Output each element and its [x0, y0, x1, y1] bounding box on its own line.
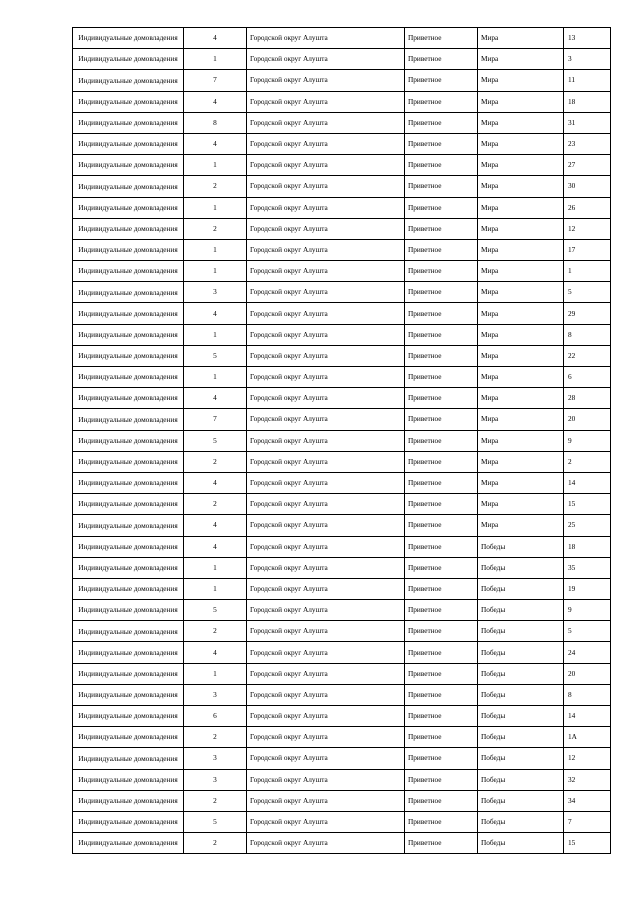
cell-house-number: 9	[564, 430, 611, 451]
cell-settlement: Приветное	[405, 600, 478, 621]
cell-settlement: Приветное	[405, 451, 478, 472]
cell-house-number: 22	[564, 345, 611, 366]
cell-count: 1	[184, 155, 247, 176]
cell-house-number: 19	[564, 578, 611, 599]
cell-count: 2	[184, 621, 247, 642]
table-row	[73, 133, 611, 154]
cell-count: 1	[184, 663, 247, 684]
cell-settlement: Приветное	[405, 345, 478, 366]
cell-count: 1	[184, 49, 247, 70]
cell-settlement: Приветное	[405, 494, 478, 515]
cell-settlement: Приветное	[405, 388, 478, 409]
cell-count: 8	[184, 112, 247, 133]
cell-count: 3	[184, 684, 247, 705]
cell-building-type: Индивидуальные домовладения	[73, 261, 184, 282]
cell-street: Мира	[478, 451, 564, 472]
cell-house-number: 29	[564, 303, 611, 324]
table-row	[73, 345, 611, 366]
cell-house-number: 15	[564, 833, 611, 854]
table-row	[73, 536, 611, 557]
cell-street: Мира	[478, 70, 564, 91]
cell-settlement: Приветное	[405, 769, 478, 790]
cell-street: Мира	[478, 515, 564, 536]
cell-street: Мира	[478, 261, 564, 282]
table-row	[73, 811, 611, 832]
table-row	[73, 282, 611, 303]
cell-building-type: Индивидуальные домовладения	[73, 748, 184, 769]
table-row	[73, 790, 611, 811]
cell-building-type: Индивидуальные домовладения	[73, 91, 184, 112]
cell-street: Мира	[478, 430, 564, 451]
cell-building-type: Индивидуальные домовладения	[73, 706, 184, 727]
cell-settlement: Приветное	[405, 642, 478, 663]
cell-street: Мира	[478, 155, 564, 176]
cell-district: Городской округ Алушта	[247, 811, 405, 832]
table-row	[73, 324, 611, 345]
cell-count: 3	[184, 748, 247, 769]
table-row	[73, 578, 611, 599]
cell-count: 2	[184, 218, 247, 239]
cell-street: Мира	[478, 494, 564, 515]
cell-count: 7	[184, 409, 247, 430]
cell-settlement: Приветное	[405, 197, 478, 218]
cell-house-number: 35	[564, 557, 611, 578]
cell-settlement: Приветное	[405, 663, 478, 684]
cell-settlement: Приветное	[405, 367, 478, 388]
cell-street: Мира	[478, 91, 564, 112]
cell-building-type: Индивидуальные домовладения	[73, 70, 184, 91]
cell-district: Городской округ Алушта	[247, 748, 405, 769]
cell-count: 1	[184, 324, 247, 345]
cell-count: 2	[184, 494, 247, 515]
cell-district: Городской округ Алушта	[247, 515, 405, 536]
cell-house-number: 6	[564, 367, 611, 388]
cell-building-type: Индивидуальные домовладения	[73, 472, 184, 493]
cell-count: 4	[184, 303, 247, 324]
table-row	[73, 663, 611, 684]
cell-district: Городской округ Алушта	[247, 367, 405, 388]
cell-settlement: Приветное	[405, 133, 478, 154]
cell-street: Мира	[478, 409, 564, 430]
cell-building-type: Индивидуальные домовладения	[73, 600, 184, 621]
cell-house-number: 3	[564, 49, 611, 70]
cell-district: Городской округ Алушта	[247, 133, 405, 154]
cell-settlement: Приветное	[405, 727, 478, 748]
cell-district: Городской округ Алушта	[247, 790, 405, 811]
cell-street: Мира	[478, 367, 564, 388]
cell-district: Городской округ Алушта	[247, 494, 405, 515]
cell-count: 4	[184, 388, 247, 409]
cell-house-number: 32	[564, 769, 611, 790]
cell-district: Городской округ Алушта	[247, 303, 405, 324]
cell-count: 7	[184, 70, 247, 91]
cell-building-type: Индивидуальные домовладения	[73, 324, 184, 345]
cell-count: 4	[184, 642, 247, 663]
cell-district: Городской округ Алушта	[247, 430, 405, 451]
cell-settlement: Приветное	[405, 218, 478, 239]
cell-building-type: Индивидуальные домовладения	[73, 197, 184, 218]
cell-house-number: 8	[564, 684, 611, 705]
cell-building-type: Индивидуальные домовладения	[73, 578, 184, 599]
cell-district: Городской округ Алушта	[247, 112, 405, 133]
cell-house-number: 8	[564, 324, 611, 345]
cell-building-type: Индивидуальные домовладения	[73, 49, 184, 70]
cell-building-type: Индивидуальные домовладения	[73, 430, 184, 451]
cell-settlement: Приветное	[405, 261, 478, 282]
cell-building-type: Индивидуальные домовладения	[73, 790, 184, 811]
cell-district: Городской округ Алушта	[247, 91, 405, 112]
cell-street: Победы	[478, 769, 564, 790]
cell-count: 4	[184, 91, 247, 112]
cell-house-number: 11	[564, 70, 611, 91]
cell-street: Победы	[478, 557, 564, 578]
cell-count: 2	[184, 176, 247, 197]
table-row	[73, 388, 611, 409]
cell-settlement: Приветное	[405, 790, 478, 811]
cell-house-number: 26	[564, 197, 611, 218]
table-row	[73, 367, 611, 388]
cell-settlement: Приветное	[405, 536, 478, 557]
table-row	[73, 70, 611, 91]
cell-district: Городской округ Алушта	[247, 388, 405, 409]
cell-street: Победы	[478, 600, 564, 621]
cell-house-number: 18	[564, 91, 611, 112]
cell-street: Мира	[478, 282, 564, 303]
cell-count: 5	[184, 430, 247, 451]
cell-district: Городской округ Алушта	[247, 261, 405, 282]
cell-building-type: Индивидуальные домовладения	[73, 218, 184, 239]
cell-count: 1	[184, 239, 247, 260]
cell-district: Городской округ Алушта	[247, 727, 405, 748]
cell-street: Мира	[478, 239, 564, 260]
table-row	[73, 112, 611, 133]
table-row	[73, 155, 611, 176]
cell-district: Городской округ Алушта	[247, 663, 405, 684]
cell-street: Победы	[478, 578, 564, 599]
cell-district: Городской округ Алушта	[247, 345, 405, 366]
cell-street: Победы	[478, 684, 564, 705]
table-row	[73, 472, 611, 493]
cell-house-number: 5	[564, 282, 611, 303]
cell-house-number: 9	[564, 600, 611, 621]
cell-street: Мира	[478, 49, 564, 70]
table-row	[73, 430, 611, 451]
cell-street: Победы	[478, 748, 564, 769]
table-row	[73, 409, 611, 430]
cell-settlement: Приветное	[405, 155, 478, 176]
cell-count: 5	[184, 811, 247, 832]
table-row	[73, 303, 611, 324]
cell-street: Мира	[478, 28, 564, 49]
cell-street: Мира	[478, 388, 564, 409]
cell-building-type: Индивидуальные домовладения	[73, 155, 184, 176]
cell-street: Мира	[478, 472, 564, 493]
cell-district: Городской округ Алушта	[247, 642, 405, 663]
table-row	[73, 833, 611, 854]
cell-street: Мира	[478, 345, 564, 366]
table-row	[73, 706, 611, 727]
cell-district: Городской округ Алушта	[247, 706, 405, 727]
cell-building-type: Индивидуальные домовладения	[73, 345, 184, 366]
cell-house-number: 28	[564, 388, 611, 409]
cell-settlement: Приветное	[405, 176, 478, 197]
cell-settlement: Приветное	[405, 28, 478, 49]
cell-building-type: Индивидуальные домовладения	[73, 684, 184, 705]
cell-building-type: Индивидуальные домовладения	[73, 388, 184, 409]
cell-house-number: 1А	[564, 727, 611, 748]
cell-settlement: Приветное	[405, 409, 478, 430]
cell-building-type: Индивидуальные домовладения	[73, 727, 184, 748]
cell-settlement: Приветное	[405, 430, 478, 451]
cell-building-type: Индивидуальные домовладения	[73, 28, 184, 49]
cell-settlement: Приветное	[405, 811, 478, 832]
cell-settlement: Приветное	[405, 748, 478, 769]
cell-building-type: Индивидуальные домовладения	[73, 811, 184, 832]
cell-house-number: 18	[564, 536, 611, 557]
cell-district: Городской округ Алушта	[247, 282, 405, 303]
cell-building-type: Индивидуальные домовладения	[73, 494, 184, 515]
cell-count: 5	[184, 345, 247, 366]
cell-settlement: Приветное	[405, 112, 478, 133]
cell-house-number: 14	[564, 706, 611, 727]
cell-street: Победы	[478, 790, 564, 811]
table-row	[73, 176, 611, 197]
cell-district: Городской округ Алушта	[247, 70, 405, 91]
cell-district: Городской округ Алушта	[247, 684, 405, 705]
cell-house-number: 20	[564, 663, 611, 684]
cell-house-number: 15	[564, 494, 611, 515]
cell-district: Городской округ Алушта	[247, 621, 405, 642]
table-row	[73, 451, 611, 472]
cell-district: Городской округ Алушта	[247, 197, 405, 218]
cell-settlement: Приветное	[405, 70, 478, 91]
cell-house-number: 13	[564, 28, 611, 49]
housing-register-table	[72, 27, 611, 854]
cell-street: Мира	[478, 176, 564, 197]
cell-settlement: Приветное	[405, 684, 478, 705]
cell-street: Победы	[478, 642, 564, 663]
cell-street: Победы	[478, 833, 564, 854]
cell-house-number: 12	[564, 748, 611, 769]
cell-settlement: Приветное	[405, 472, 478, 493]
cell-building-type: Индивидуальные домовладения	[73, 451, 184, 472]
cell-house-number: 24	[564, 642, 611, 663]
cell-district: Городской округ Алушта	[247, 833, 405, 854]
cell-count: 3	[184, 769, 247, 790]
cell-count: 4	[184, 472, 247, 493]
cell-building-type: Индивидуальные домовладения	[73, 536, 184, 557]
cell-building-type: Индивидуальные домовладения	[73, 515, 184, 536]
table-row	[73, 684, 611, 705]
cell-district: Городской округ Алушта	[247, 409, 405, 430]
cell-district: Городской округ Алушта	[247, 600, 405, 621]
cell-settlement: Приветное	[405, 833, 478, 854]
cell-house-number: 34	[564, 790, 611, 811]
cell-house-number: 23	[564, 133, 611, 154]
cell-house-number: 2	[564, 451, 611, 472]
cell-settlement: Приветное	[405, 49, 478, 70]
table-row	[73, 769, 611, 790]
table-row	[73, 91, 611, 112]
cell-district: Городской округ Алушта	[247, 49, 405, 70]
cell-house-number: 5	[564, 621, 611, 642]
cell-count: 4	[184, 28, 247, 49]
cell-building-type: Индивидуальные домовладения	[73, 176, 184, 197]
table-row	[73, 494, 611, 515]
table-row	[73, 748, 611, 769]
cell-count: 2	[184, 451, 247, 472]
cell-settlement: Приветное	[405, 578, 478, 599]
table-row	[73, 642, 611, 663]
cell-building-type: Индивидуальные домовладения	[73, 303, 184, 324]
cell-street: Победы	[478, 663, 564, 684]
cell-count: 1	[184, 557, 247, 578]
cell-settlement: Приветное	[405, 282, 478, 303]
cell-street: Мира	[478, 303, 564, 324]
cell-district: Городской округ Алушта	[247, 324, 405, 345]
cell-house-number: 17	[564, 239, 611, 260]
cell-house-number: 1	[564, 261, 611, 282]
cell-count: 3	[184, 282, 247, 303]
cell-building-type: Индивидуальные домовладения	[73, 642, 184, 663]
cell-building-type: Индивидуальные домовладения	[73, 663, 184, 684]
cell-count: 2	[184, 727, 247, 748]
table-row	[73, 727, 611, 748]
cell-settlement: Приветное	[405, 91, 478, 112]
cell-building-type: Индивидуальные домовладения	[73, 833, 184, 854]
table-row	[73, 621, 611, 642]
cell-district: Городской округ Алушта	[247, 218, 405, 239]
table-row	[73, 218, 611, 239]
cell-building-type: Индивидуальные домовладения	[73, 409, 184, 430]
cell-count: 2	[184, 790, 247, 811]
cell-settlement: Приветное	[405, 303, 478, 324]
cell-count: 2	[184, 833, 247, 854]
cell-district: Городской округ Алушта	[247, 451, 405, 472]
cell-count: 1	[184, 578, 247, 599]
table-row	[73, 600, 611, 621]
cell-house-number: 12	[564, 218, 611, 239]
cell-count: 5	[184, 600, 247, 621]
cell-count: 4	[184, 515, 247, 536]
cell-street: Победы	[478, 811, 564, 832]
cell-district: Городской округ Алушта	[247, 769, 405, 790]
cell-building-type: Индивидуальные домовладения	[73, 133, 184, 154]
cell-building-type: Индивидуальные домовладения	[73, 239, 184, 260]
cell-count: 4	[184, 133, 247, 154]
cell-house-number: 31	[564, 112, 611, 133]
cell-street: Победы	[478, 536, 564, 557]
table-row	[73, 557, 611, 578]
table-row	[73, 197, 611, 218]
cell-building-type: Индивидуальные домовладения	[73, 282, 184, 303]
table-row	[73, 239, 611, 260]
cell-building-type: Индивидуальные домовладения	[73, 557, 184, 578]
cell-district: Городской округ Алушта	[247, 239, 405, 260]
cell-house-number: 27	[564, 155, 611, 176]
cell-house-number: 7	[564, 811, 611, 832]
cell-house-number: 25	[564, 515, 611, 536]
cell-street: Победы	[478, 706, 564, 727]
cell-building-type: Индивидуальные домовладения	[73, 112, 184, 133]
cell-count: 6	[184, 706, 247, 727]
cell-building-type: Индивидуальные домовладения	[73, 621, 184, 642]
cell-building-type: Индивидуальные домовладения	[73, 367, 184, 388]
cell-street: Победы	[478, 727, 564, 748]
table-row	[73, 261, 611, 282]
cell-street: Мира	[478, 324, 564, 345]
cell-settlement: Приветное	[405, 239, 478, 260]
cell-house-number: 20	[564, 409, 611, 430]
cell-district: Городской округ Алушта	[247, 472, 405, 493]
cell-district: Городской округ Алушта	[247, 536, 405, 557]
cell-settlement: Приветное	[405, 557, 478, 578]
cell-settlement: Приветное	[405, 515, 478, 536]
table-row	[73, 28, 611, 49]
table-row	[73, 49, 611, 70]
cell-street: Мира	[478, 197, 564, 218]
table-row	[73, 515, 611, 536]
cell-district: Городской округ Алушта	[247, 155, 405, 176]
cell-building-type: Индивидуальные домовладения	[73, 769, 184, 790]
table-body	[73, 28, 611, 854]
cell-settlement: Приветное	[405, 706, 478, 727]
cell-street: Мира	[478, 218, 564, 239]
cell-street: Мира	[478, 133, 564, 154]
cell-street: Победы	[478, 621, 564, 642]
cell-house-number: 14	[564, 472, 611, 493]
cell-house-number: 30	[564, 176, 611, 197]
cell-count: 1	[184, 261, 247, 282]
cell-district: Городской округ Алушта	[247, 176, 405, 197]
cell-count: 4	[184, 536, 247, 557]
cell-district: Городской округ Алушта	[247, 28, 405, 49]
cell-settlement: Приветное	[405, 621, 478, 642]
cell-street: Мира	[478, 112, 564, 133]
cell-count: 1	[184, 197, 247, 218]
cell-settlement: Приветное	[405, 324, 478, 345]
cell-count: 1	[184, 367, 247, 388]
cell-district: Городской округ Алушта	[247, 578, 405, 599]
cell-district: Городской округ Алушта	[247, 557, 405, 578]
